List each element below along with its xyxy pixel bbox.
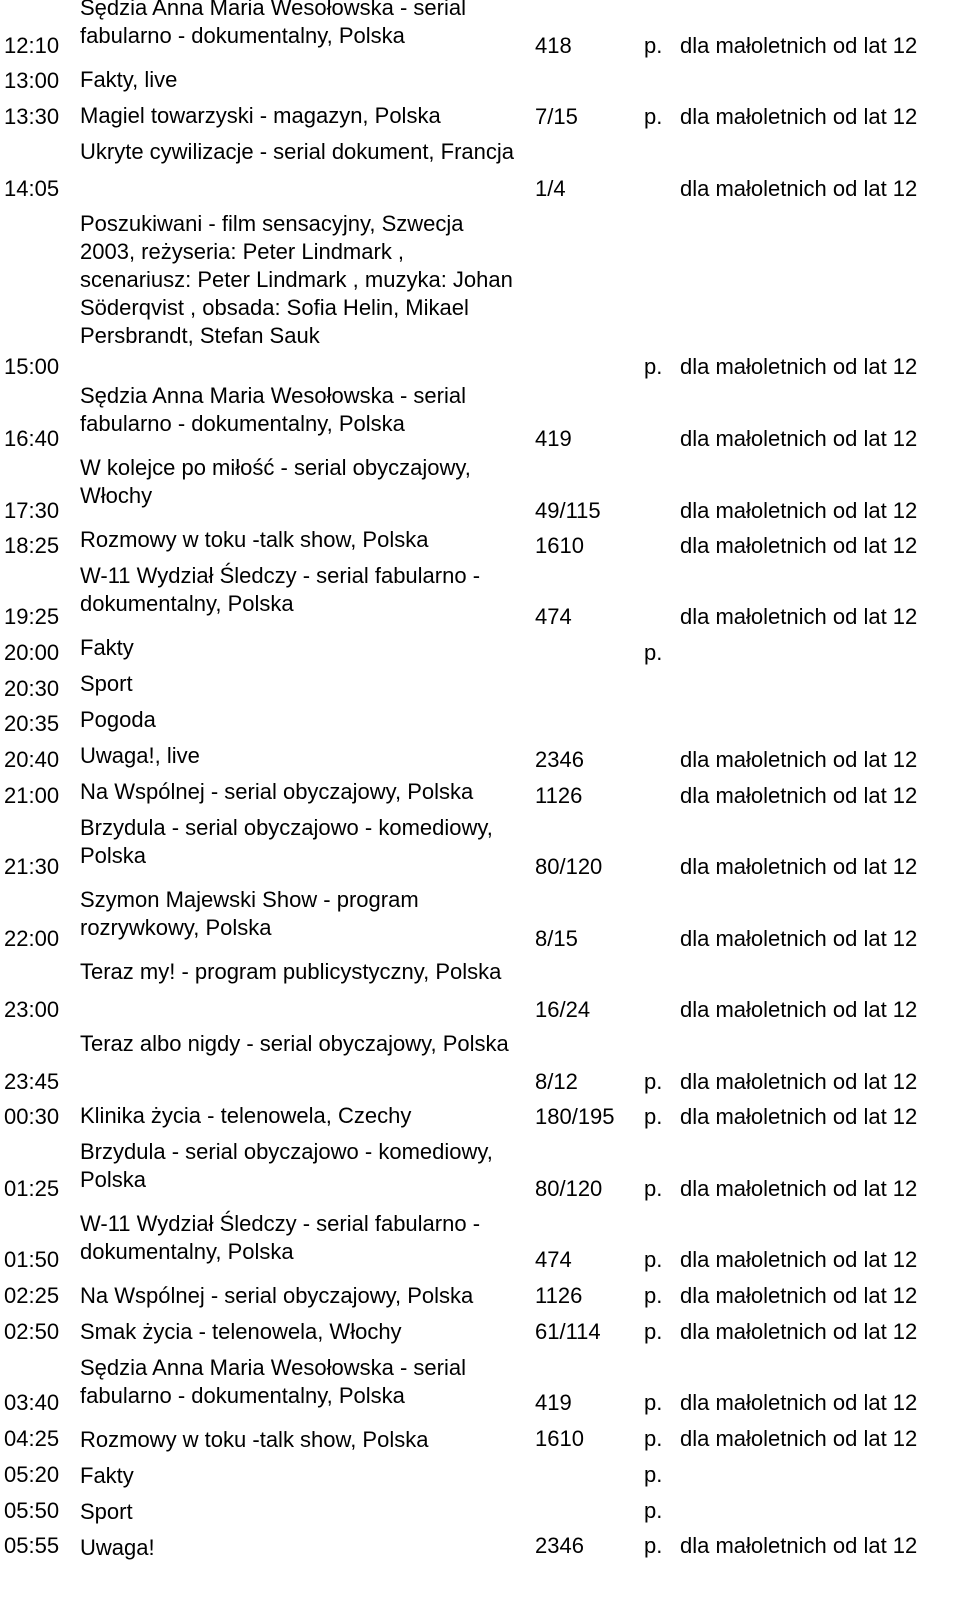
program-time: 22:00: [4, 926, 60, 951]
program-episode: 80/120: [535, 854, 603, 879]
program-time: 21:00: [4, 783, 60, 808]
premiere-flag: p.: [644, 1104, 663, 1129]
program-episode: 49/115: [535, 498, 601, 523]
program-time: 13:00: [4, 68, 60, 93]
program-episode: 474: [535, 604, 572, 629]
age-rating: dla małoletnich od lat 12: [680, 1283, 918, 1308]
program-time: 00:30: [4, 1104, 60, 1129]
program-title: Brzydula - serial obyczajowo - komediowy, Polska: [80, 815, 493, 868]
program-episode: 7/15: [535, 104, 578, 129]
premiere-flag: p.: [644, 1533, 663, 1558]
program-time: 05:50: [4, 1498, 60, 1523]
program-time: 03:40: [4, 1390, 60, 1415]
age-rating: dla małoletnich od lat 12: [680, 1104, 918, 1129]
program-title: Poszukiwani - film sensacyjny, Szwecja 2003, reżyseria: Peter Lindmark , scenariusz: Peter Lindmark , muzyka: Johan Söderqvist , obsada: Sofia Helin, Mikael Persbrandt, Stefan Sauk: [80, 211, 513, 348]
premiere-flag: p.: [644, 104, 663, 129]
program-title: W-11 Wydział Śledczy - serial fabularno - dokumentalny, Polska: [80, 563, 481, 616]
program-episode: 1610: [535, 533, 584, 558]
program-episode: 16/24: [535, 997, 591, 1022]
age-rating: dla małoletnich od lat 12: [680, 1426, 918, 1451]
program-title: Uwaga!, live: [80, 743, 200, 768]
program-title: Sędzia Anna Maria Wesołowska - serial fabularno - dokumentalny, Polska: [80, 0, 466, 48]
program-time: 05:20: [4, 1462, 60, 1487]
program-time: 17:30: [4, 498, 60, 523]
program-episode: 419: [535, 426, 572, 451]
program-title: Na Wspólnej - serial obyczajowy, Polska: [80, 779, 474, 804]
program-title: Fakty, live: [80, 67, 178, 92]
program-title: W kolejce po miłość - serial obyczajowy, Włochy: [80, 455, 471, 508]
program-time: 14:05: [4, 176, 60, 201]
program-title: Sędzia Anna Maria Wesołowska - serial fabularno - dokumentalny, Polska: [80, 1355, 466, 1408]
program-episode: 1126: [535, 783, 583, 808]
program-title: Fakty: [80, 1463, 134, 1488]
program-title: Magiel towarzyski - magazyn, Polska: [80, 103, 441, 128]
age-rating: dla małoletnich od lat 12: [680, 926, 918, 951]
premiere-flag: p.: [644, 1069, 663, 1094]
program-time: 15:00: [4, 354, 60, 379]
program-time: 01:50: [4, 1247, 60, 1272]
program-title: Ukryte cywilizacje - serial dokument, Francja: [80, 139, 515, 164]
program-title: Teraz albo nigdy - serial obyczajowy, Polska: [80, 1031, 509, 1056]
program-title: Pogoda: [80, 707, 156, 732]
program-episode: 474: [535, 1247, 572, 1272]
program-time: 20:30: [4, 676, 60, 701]
age-rating: dla małoletnich od lat 12: [680, 1390, 918, 1415]
age-rating: dla małoletnich od lat 12: [680, 33, 918, 58]
program-title: Teraz my! - program publicystyczny, Polska: [80, 959, 502, 984]
premiere-flag: p.: [644, 1498, 663, 1523]
age-rating: dla małoletnich od lat 12: [680, 354, 918, 379]
program-title: Sędzia Anna Maria Wesołowska - serial fabularno - dokumentalny, Polska: [80, 383, 466, 436]
program-time: 18:25: [4, 533, 60, 558]
program-time: 12:10: [4, 33, 60, 58]
program-time: 23:45: [4, 1069, 60, 1094]
program-title: Szymon Majewski Show - program rozrywkowy, Polska: [80, 887, 419, 940]
program-title: Sport: [80, 1499, 133, 1524]
age-rating: dla małoletnich od lat 12: [680, 604, 918, 629]
program-episode: 61/114: [535, 1319, 601, 1344]
premiere-flag: p.: [644, 1462, 663, 1487]
program-time: 20:00: [4, 640, 60, 665]
premiere-flag: p.: [644, 1283, 663, 1308]
program-time: 19:25: [4, 604, 60, 629]
program-time: 21:30: [4, 854, 60, 879]
program-episode: 180/195: [535, 1104, 615, 1129]
program-episode: 1126: [535, 1283, 583, 1308]
program-episode: 1/4: [535, 176, 566, 201]
program-title: Sport: [80, 671, 133, 696]
program-episode: 2346: [535, 747, 584, 772]
program-time: 05:55: [4, 1533, 60, 1558]
premiere-flag: p.: [644, 354, 663, 379]
age-rating: dla małoletnich od lat 12: [680, 498, 918, 523]
program-title: Rozmowy w toku -talk show, Polska: [80, 1427, 429, 1452]
program-episode: 80/120: [535, 1176, 603, 1201]
program-title: Brzydula - serial obyczajowo - komediowy, Polska: [80, 1139, 493, 1192]
program-episode: 8/15: [535, 926, 578, 951]
program-title: Rozmowy w toku -talk show, Polska: [80, 527, 429, 552]
program-time: 01:25: [4, 1176, 60, 1201]
premiere-flag: p.: [644, 1247, 663, 1272]
age-rating: dla małoletnich od lat 12: [680, 997, 918, 1022]
program-title: Smak życia - telenowela, Włochy: [80, 1319, 402, 1344]
program-time: 20:40: [4, 747, 60, 772]
age-rating: dla małoletnich od lat 12: [680, 426, 918, 451]
program-episode: 419: [535, 1390, 572, 1415]
program-title: Uwaga!: [80, 1535, 155, 1560]
age-rating: dla małoletnich od lat 12: [680, 1319, 918, 1344]
program-time: 04:25: [4, 1426, 60, 1451]
premiere-flag: p.: [644, 640, 663, 665]
program-title: Na Wspólnej - serial obyczajowy, Polska: [80, 1283, 474, 1308]
age-rating: dla małoletnich od lat 12: [680, 104, 918, 129]
age-rating: dla małoletnich od lat 12: [680, 854, 918, 879]
premiere-flag: p.: [644, 33, 663, 58]
program-time: 16:40: [4, 426, 60, 451]
premiere-flag: p.: [644, 1390, 663, 1415]
program-title: W-11 Wydział Śledczy - serial fabularno - dokumentalny, Polska: [80, 1211, 481, 1264]
program-episode: 8/12: [535, 1069, 578, 1094]
program-time: 02:25: [4, 1283, 60, 1308]
program-time: 02:50: [4, 1319, 60, 1344]
program-title: Klinika życia - telenowela, Czechy: [80, 1103, 412, 1128]
program-episode: 418: [535, 33, 572, 58]
premiere-flag: p.: [644, 1319, 663, 1344]
program-time: 23:00: [4, 997, 60, 1022]
age-rating: dla małoletnich od lat 12: [680, 176, 918, 201]
age-rating: dla małoletnich od lat 12: [680, 1176, 918, 1201]
program-episode: 1610: [535, 1426, 584, 1451]
premiere-flag: p.: [644, 1426, 663, 1451]
age-rating: dla małoletnich od lat 12: [680, 783, 918, 808]
age-rating: dla małoletnich od lat 12: [680, 1533, 918, 1558]
premiere-flag: p.: [644, 1176, 663, 1201]
age-rating: dla małoletnich od lat 12: [680, 1069, 918, 1094]
age-rating: dla małoletnich od lat 12: [680, 747, 918, 772]
program-title: Fakty: [80, 635, 134, 660]
program-time: 13:30: [4, 104, 60, 129]
age-rating: dla małoletnich od lat 12: [680, 1247, 918, 1272]
age-rating: dla małoletnich od lat 12: [680, 533, 918, 558]
program-time: 20:35: [4, 711, 60, 736]
program-episode: 2346: [535, 1533, 584, 1558]
